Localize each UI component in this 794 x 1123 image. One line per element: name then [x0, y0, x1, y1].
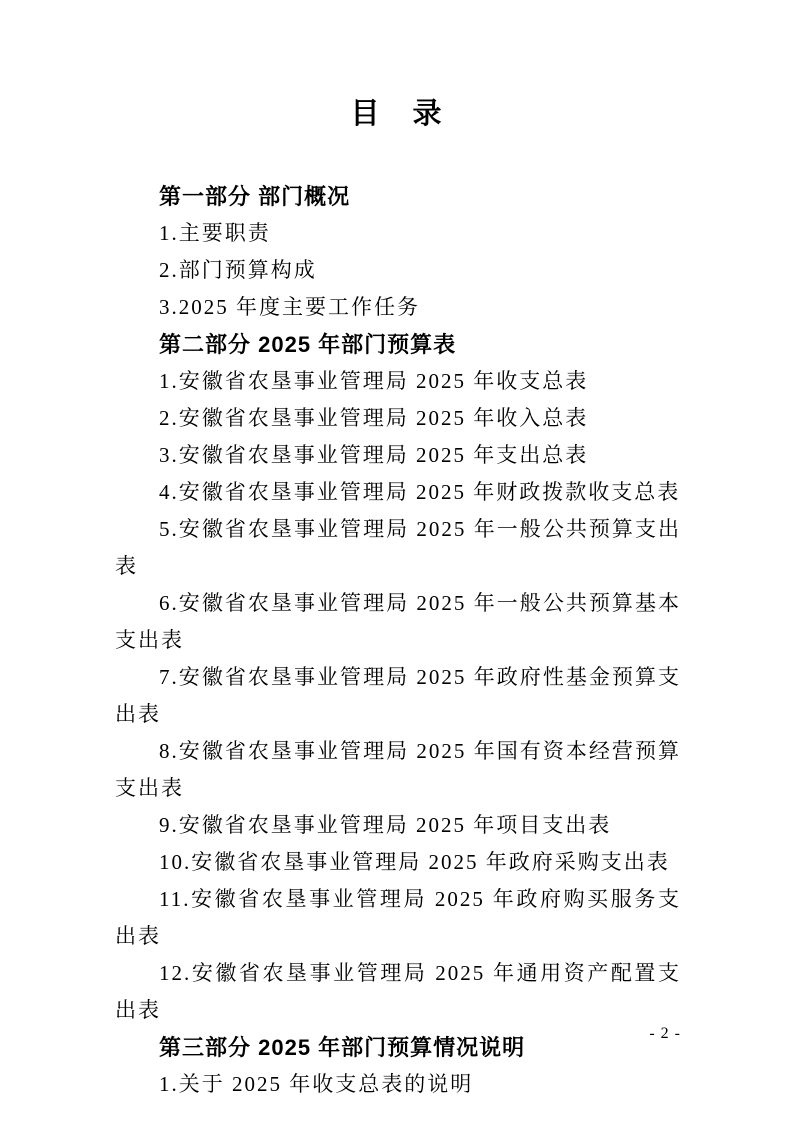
toc-item: 3.2025 年度主要工作任务 — [159, 295, 420, 319]
toc-item: 2.安徽省农垦事业管理局 2025 年收入总表 — [159, 406, 589, 430]
toc-item: 6.安徽省农垦事业管理局 2025 年一般公共预算基本支出表 — [115, 591, 681, 652]
toc-item: 2.部门预算构成 — [159, 258, 317, 282]
toc-item: 5.安徽省农垦事业管理局 2025 年一般公共预算支出表 — [115, 517, 681, 578]
page-number: - 2 - — [649, 1025, 681, 1042]
toc-item: 1.关于 2025 年收支总表的说明 — [159, 1072, 474, 1096]
toc-item: 4.安徽省农垦事业管理局 2025 年财政拨款收支总表 — [159, 480, 681, 504]
toc-item: 9.安徽省农垦事业管理局 2025 年项目支出表 — [159, 813, 612, 837]
toc-item: 8.安徽省农垦事业管理局 2025 年国有资本经营预算支出表 — [115, 739, 681, 800]
toc-item: 7.安徽省农垦事业管理局 2025 年政府性基金预算支出表 — [115, 665, 681, 726]
toc-list — [115, 178, 681, 1103]
page-title: 目 录 — [350, 98, 444, 130]
toc-item: 12.安徽省农垦事业管理局 2025 年通用资产配置支出表 — [115, 961, 681, 1022]
toc-item: 1.主要职责 — [159, 221, 271, 245]
toc-item: 3.安徽省农垦事业管理局 2025 年支出总表 — [159, 443, 589, 467]
toc-item: 11.安徽省农垦事业管理局 2025 年政府购买服务支出表 — [115, 887, 681, 948]
toc-item: 1.安徽省农垦事业管理局 2025 年收支总表 — [159, 369, 589, 393]
toc-section-heading: 第二部分 2025 年部门预算表 — [159, 332, 457, 357]
toc-item: 10.安徽省农垦事业管理局 2025 年政府采购支出表 — [159, 850, 670, 874]
toc-section-heading: 第三部分 2025 年部门预算情况说明 — [159, 1035, 526, 1060]
toc-section-heading: 第一部分 部门概况 — [159, 184, 351, 209]
